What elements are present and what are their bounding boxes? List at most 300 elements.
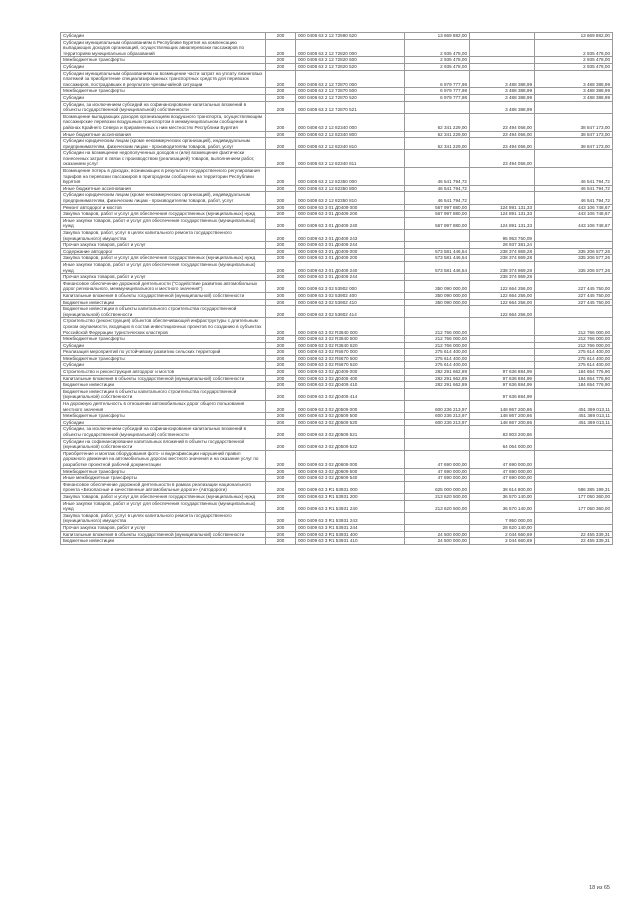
cell-name: Закупка товаров, работ и услуг для обеспечения государственных (муниципальных) нужд	[61, 255, 266, 262]
cell-name: Субсидии	[61, 63, 266, 70]
cell-remaining-amount: 3 488 388,99	[535, 88, 613, 95]
cell-name: Субсидии юридическим лицам (кроме некоммерческих организаций), индивидуальным предпринимателям, физическим лицам - производителям товаров, работ, услуг	[61, 138, 266, 150]
cell-remaining-amount	[535, 230, 613, 242]
cell-classification-code: 000 0409 63 3 01 Д0409 240	[296, 217, 405, 229]
cell-executed-amount: 122 664 256,00	[470, 306, 535, 318]
cell-classification-code: 000 0409 63 3 02 53902 000	[296, 280, 405, 292]
cell-remaining-amount: 38 847 173,00	[535, 138, 613, 150]
cell-name: Иные закупки товаров, работ и услуг для обеспечения государственных (муниципальных) нужд	[61, 500, 266, 512]
cell-name: Прочая закупка товаров, работ и услуг	[61, 242, 266, 249]
table-row	[61, 342, 613, 349]
cell-approved-amount: 212 766 000,00	[405, 318, 470, 336]
cell-line-code: 200	[266, 382, 296, 389]
cell-line-code: 200	[266, 63, 296, 70]
cell-classification-code: 000 0408 63 2 12 82350 000	[296, 168, 405, 186]
cell-executed-amount: 3 488 388,99	[470, 88, 535, 95]
cell-line-code: 200	[266, 70, 296, 88]
table-row	[61, 401, 613, 413]
table-row	[61, 261, 613, 273]
cell-classification-code: 000 0409 63 3 01 Д0409 200	[296, 255, 405, 262]
cell-remaining-amount: 2 935 478,00	[535, 57, 613, 64]
cell-name: Возмещение потерь в доходах, возникающих в результате государственного регулирования тарифов на перевозки пассажиров в пригородном сообщении на территории Республики Бурятия	[61, 168, 266, 186]
cell-classification-code: 000 0409 63 3 02 Д0409 400	[296, 375, 405, 382]
cell-executed-amount: 3 488 388,99	[470, 70, 535, 88]
table-row	[61, 63, 613, 70]
cell-remaining-amount	[535, 101, 613, 113]
table-row	[61, 150, 613, 168]
cell-approved-amount: 567 997 880,00	[405, 211, 470, 218]
cell-classification-code: 000 0409 63 3 02 53902 410	[296, 299, 405, 306]
cell-line-code: 200	[266, 33, 296, 40]
cell-name: Субсидии муниципальным образованиям в Республике Бурятия на компенсацию выпадающих доходов организаций, осуществляющих авиаперевозки пассажиров по территориям муниципальных образований	[61, 39, 266, 57]
table-row	[61, 388, 613, 400]
cell-remaining-amount: 22 455 339,31	[535, 538, 613, 545]
cell-line-code: 200	[266, 413, 296, 420]
cell-name: Капитальные вложения в объекты государственной (муниципальной) собственности	[61, 375, 266, 382]
budget-execution-table	[60, 32, 613, 545]
table-row	[61, 355, 613, 362]
cell-executed-amount: 238 374 869,28	[470, 274, 535, 281]
cell-approved-amount: 62 341 229,00	[405, 138, 470, 150]
cell-name: Прочая закупка товаров, работ и услуг	[61, 274, 266, 281]
cell-line-code: 200	[266, 204, 296, 211]
cell-approved-amount: 600 236 213,97	[405, 401, 470, 413]
cell-classification-code: 000 0409 63 3 02 R3840 500	[296, 336, 405, 343]
cell-remaining-amount: 275 614 400,00	[535, 362, 613, 369]
table-row	[61, 438, 613, 450]
cell-remaining-amount	[535, 388, 613, 400]
table-row	[61, 336, 613, 343]
table-row	[61, 362, 613, 369]
cell-executed-amount	[470, 349, 535, 356]
cell-classification-code: 000 0408 63 2 12 72870 521	[296, 101, 405, 113]
cell-approved-amount: 282 291 662,89	[405, 369, 470, 376]
cell-line-code: 200	[266, 481, 296, 493]
cell-line-code: 200	[266, 280, 296, 292]
cell-line-code: 200	[266, 230, 296, 242]
cell-approved-amount	[405, 426, 470, 438]
cell-executed-amount: 238 374 869,28	[470, 255, 535, 262]
cell-line-code: 200	[266, 211, 296, 218]
cell-executed-amount: 2 044 660,69	[470, 538, 535, 545]
cell-executed-amount: 238 374 869,28	[470, 248, 535, 255]
cell-classification-code: 000 0409 63 3 R1 53931 200	[296, 493, 405, 500]
cell-executed-amount: 3 488 388,99	[470, 101, 535, 113]
cell-remaining-amount: 3 488 388,99	[535, 70, 613, 88]
cell-remaining-amount: 335 206 577,26	[535, 261, 613, 273]
cell-name: Строительство и реконструкция автодорог и мостов	[61, 369, 266, 376]
cell-classification-code: 000 0409 63 3 02 53902 414	[296, 306, 405, 318]
table-row	[61, 299, 613, 306]
cell-approved-amount: 275 614 400,00	[405, 349, 470, 356]
cell-line-code: 200	[266, 306, 296, 318]
cell-executed-amount: 122 664 256,00	[470, 299, 535, 306]
cell-line-code: 200	[266, 388, 296, 400]
cell-line-code: 200	[266, 355, 296, 362]
table-row	[61, 450, 613, 468]
cell-classification-code: 000 0409 63 3 01 Д0409 200	[296, 211, 405, 218]
cell-executed-amount: 28 620 140,00	[470, 524, 535, 531]
table-row	[61, 230, 613, 242]
cell-remaining-amount: 13 669 882,00	[535, 33, 613, 40]
cell-name: Субсидии на софинансирование капитальных вложений в объекты государственной (муниципальной) собственности	[61, 438, 266, 450]
cell-classification-code: 000 0408 63 2 12 82340 000	[296, 113, 405, 131]
cell-line-code: 200	[266, 369, 296, 376]
cell-approved-amount	[405, 242, 470, 249]
cell-remaining-amount: 275 614 400,00	[535, 355, 613, 362]
cell-remaining-amount: 586 385 199,31	[535, 481, 613, 493]
cell-classification-code: 000 0408 63 2 12 82340 800	[296, 131, 405, 138]
cell-name: Субсидии	[61, 94, 266, 101]
cell-approved-amount: 573 581 446,54	[405, 248, 470, 255]
cell-classification-code: 000 0409 63 3 02 Д0509 521	[296, 426, 405, 438]
cell-remaining-amount: 443 106 748,67	[535, 204, 613, 211]
cell-line-code: 200	[266, 531, 296, 538]
cell-remaining-amount: 184 654 776,90	[535, 369, 613, 376]
cell-name: Иные закупки товаров, работ и услуг для обеспечения государственных (муниципальных) нужд	[61, 217, 266, 229]
cell-remaining-amount: 212 766 000,00	[535, 318, 613, 336]
cell-executed-amount: 23 494 056,00	[470, 138, 535, 150]
cell-classification-code: 000 0409 63 3 02 Д0409 410	[296, 382, 405, 389]
cell-classification-code: 000 0408 63 2 12 72820 520	[296, 63, 405, 70]
table-row	[61, 369, 613, 376]
cell-executed-amount: 124 891 131,33	[470, 204, 535, 211]
cell-classification-code: 000 0409 63 3 02 R5670 520	[296, 362, 405, 369]
cell-executed-amount: 238 374 869,28	[470, 261, 535, 273]
cell-approved-amount: 46 541 794,72	[405, 185, 470, 192]
table-row	[61, 255, 613, 262]
cell-executed-amount	[470, 342, 535, 349]
cell-line-code: 200	[266, 274, 296, 281]
cell-approved-amount: 213 620 500,00	[405, 493, 470, 500]
cell-remaining-amount: 443 106 748,67	[535, 211, 613, 218]
cell-remaining-amount: 451 369 013,11	[535, 419, 613, 426]
cell-approved-amount: 2 935 478,00	[405, 57, 470, 64]
cell-approved-amount: 62 341 229,00	[405, 131, 470, 138]
cell-executed-amount: 95 953 750,09	[470, 230, 535, 242]
cell-classification-code: 000 0408 63 2 12 72870 500	[296, 88, 405, 95]
cell-remaining-amount: 184 654 776,90	[535, 382, 613, 389]
cell-classification-code: 000 0409 63 3 01 Д0409 244	[296, 242, 405, 249]
table-row	[61, 192, 613, 204]
cell-executed-amount	[470, 362, 535, 369]
cell-executed-amount: 36 570 140,00	[470, 500, 535, 512]
table-row	[61, 512, 613, 524]
cell-approved-amount: 275 614 400,00	[405, 355, 470, 362]
cell-line-code: 200	[266, 131, 296, 138]
table-row	[61, 131, 613, 138]
table-row	[61, 138, 613, 150]
cell-approved-amount: 573 581 446,54	[405, 255, 470, 262]
cell-executed-amount: 47 690 000,00	[470, 450, 535, 468]
cell-name: Субсидии	[61, 33, 266, 40]
cell-classification-code: 000 0409 63 3 01 Д0409 000	[296, 248, 405, 255]
cell-executed-amount: 28 937 381,24	[470, 242, 535, 249]
cell-name: Ремонт автодорог и мостов	[61, 204, 266, 211]
cell-remaining-amount: 335 206 577,26	[535, 255, 613, 262]
cell-line-code: 200	[266, 493, 296, 500]
cell-remaining-amount: 227 445 750,00	[535, 280, 613, 292]
table-body	[61, 33, 613, 545]
cell-approved-amount: 47 690 000,00	[405, 450, 470, 468]
cell-executed-amount: 97 636 884,99	[470, 388, 535, 400]
cell-remaining-amount: 451 369 013,11	[535, 413, 613, 420]
cell-line-code: 200	[266, 57, 296, 64]
cell-approved-amount: 350 090 000,00	[405, 292, 470, 299]
cell-name: Субсидии	[61, 342, 266, 349]
cell-line-code: 200	[266, 450, 296, 468]
table-row	[61, 481, 613, 493]
cell-approved-amount: 24 500 000,00	[405, 531, 470, 538]
cell-name: Возмещение выпадающих доходов организациям воздушного транспорта, осуществляющим пассажирские перевозки воздушным транспортом в межмуниципальном сообщении в районах Крайнего Севера и приравненных к ним местностях Республики Бурятия	[61, 113, 266, 131]
cell-classification-code: 000 0408 63 2 12 72590 520	[296, 33, 405, 40]
cell-name: Субсидии	[61, 362, 266, 369]
cell-line-code: 200	[266, 512, 296, 524]
cell-line-code: 200	[266, 113, 296, 131]
cell-remaining-amount: 2 935 478,00	[535, 39, 613, 57]
cell-name: Субсидии, за исключением субсидий на софинансирование капитальных вложений в объекты государственной (муниципальной) собственности	[61, 426, 266, 438]
cell-classification-code: 000 0409 63 3 01 Д0409 240	[296, 261, 405, 273]
cell-approved-amount: 573 581 446,54	[405, 261, 470, 273]
cell-name: Межбюджетные трансферты	[61, 355, 266, 362]
cell-executed-amount: 97 636 884,99	[470, 369, 535, 376]
cell-approved-amount: 282 291 662,89	[405, 375, 470, 382]
cell-name: Закупка товаров, работ, услуг в целях капитального ремонта государственного (муниципального) имущества	[61, 230, 266, 242]
cell-executed-amount: 7 950 000,00	[470, 512, 535, 524]
cell-approved-amount: 600 236 213,97	[405, 419, 470, 426]
table-row	[61, 217, 613, 229]
cell-name: Субсидии муниципальным образованиям на возмещение части затрат на уплату лизинговых платежей за приобретение специализированных транспортных средств для перевозок пассажиров, пострадавших в результате чрезвычайной ситуации	[61, 70, 266, 88]
cell-approved-amount: 46 541 794,72	[405, 168, 470, 186]
cell-approved-amount: 567 997 880,00	[405, 217, 470, 229]
cell-classification-code: 000 0409 63 3 02 Д0409 000	[296, 369, 405, 376]
cell-executed-amount: 148 867 200,86	[470, 401, 535, 413]
cell-line-code: 200	[266, 101, 296, 113]
cell-executed-amount: 2 044 660,69	[470, 531, 535, 538]
cell-approved-amount	[405, 230, 470, 242]
cell-name: На дорожную деятельность в отношении автомобильных дорог общего пользования местного значения	[61, 401, 266, 413]
cell-classification-code: 000 0408 63 2 12 82350 810	[296, 192, 405, 204]
cell-line-code: 200	[266, 292, 296, 299]
cell-executed-amount: 47 690 000,00	[470, 475, 535, 482]
cell-approved-amount	[405, 512, 470, 524]
cell-approved-amount	[405, 274, 470, 281]
cell-executed-amount: 124 891 131,33	[470, 217, 535, 229]
cell-name: Закупка товаров, работ и услуг для обеспечения государственных (муниципальных) нужд	[61, 211, 266, 218]
table-row	[61, 419, 613, 426]
cell-approved-amount: 46 541 794,72	[405, 192, 470, 204]
cell-classification-code: 000 0409 63 3 02 Д0509 000	[296, 401, 405, 413]
cell-executed-amount	[470, 355, 535, 362]
cell-name: Субсидии	[61, 419, 266, 426]
cell-approved-amount: 567 997 880,00	[405, 204, 470, 211]
cell-line-code: 200	[266, 375, 296, 382]
table-row	[61, 101, 613, 113]
cell-name: Иные бюджетные ассигнования	[61, 185, 266, 192]
cell-line-code: 200	[266, 438, 296, 450]
table-row	[61, 204, 613, 211]
cell-name: Иные бюджетные ассигнования	[61, 131, 266, 138]
cell-executed-amount: 148 867 200,86	[470, 413, 535, 420]
cell-line-code: 200	[266, 349, 296, 356]
cell-executed-amount: 97 636 884,99	[470, 375, 535, 382]
cell-remaining-amount: 212 766 000,00	[535, 342, 613, 349]
cell-line-code: 200	[266, 342, 296, 349]
cell-name: Прочая закупка товаров, работ и услуг	[61, 524, 266, 531]
cell-name: Капитальные вложения в объекты государственной (муниципальной) собственности	[61, 531, 266, 538]
cell-approved-amount: 600 236 213,97	[405, 413, 470, 420]
cell-approved-amount: 282 291 662,89	[405, 382, 470, 389]
table-row	[61, 185, 613, 192]
cell-line-code: 200	[266, 362, 296, 369]
cell-approved-amount	[405, 388, 470, 400]
cell-remaining-amount	[535, 274, 613, 281]
cell-name: Содержание автодорог	[61, 248, 266, 255]
cell-line-code: 200	[266, 500, 296, 512]
cell-executed-amount: 83 803 200,86	[470, 426, 535, 438]
cell-remaining-amount: 227 445 750,00	[535, 292, 613, 299]
cell-remaining-amount	[535, 450, 613, 468]
cell-name: Бюджетные инвестиции в объекты капитального строительства государственной (муниципальной) собственности	[61, 388, 266, 400]
cell-remaining-amount	[535, 438, 613, 450]
table-row	[61, 94, 613, 101]
cell-line-code: 200	[266, 468, 296, 475]
cell-name: Бюджетные инвестиции	[61, 538, 266, 545]
cell-approved-amount	[405, 438, 470, 450]
table-row	[61, 70, 613, 88]
cell-line-code: 200	[266, 538, 296, 545]
cell-name: Субсидии, за исключением субсидий на софинансирование капитальных вложений в объекты государственной (муниципальной) собственности	[61, 101, 266, 113]
cell-classification-code: 000 0408 63 2 12 82340 811	[296, 150, 405, 168]
table-row	[61, 33, 613, 40]
cell-approved-amount: 6 979 777,98	[405, 70, 470, 88]
cell-classification-code: 000 0409 63 3 01 Д0409 000	[296, 204, 405, 211]
cell-classification-code: 000 0409 63 3 02 Д0509 520	[296, 419, 405, 426]
table-row	[61, 538, 613, 545]
cell-classification-code: 000 0409 63 3 01 Д0409 244	[296, 274, 405, 281]
table-row	[61, 211, 613, 218]
cell-approved-amount	[405, 101, 470, 113]
cell-name: Финансовое обеспечение дорожной деятельности ("Содействие развитию автомобильных дорог регионального, межмуниципального и местного значения")	[61, 280, 266, 292]
cell-remaining-amount: 22 455 339,31	[535, 531, 613, 538]
table-row	[61, 382, 613, 389]
cell-line-code: 200	[266, 168, 296, 186]
table-row	[61, 248, 613, 255]
cell-classification-code: 000 0408 63 2 12 72870 520	[296, 94, 405, 101]
cell-line-code: 200	[266, 94, 296, 101]
cell-line-code: 200	[266, 255, 296, 262]
cell-executed-amount: 97 636 884,99	[470, 382, 535, 389]
cell-classification-code: 000 0409 63 3 R1 53931 243	[296, 512, 405, 524]
table-row	[61, 57, 613, 64]
cell-line-code: 200	[266, 185, 296, 192]
cell-executed-amount: 148 867 200,86	[470, 419, 535, 426]
cell-classification-code: 000 0408 63 2 12 72820 000	[296, 39, 405, 57]
cell-line-code: 200	[266, 524, 296, 531]
table-row	[61, 318, 613, 336]
table-row	[61, 524, 613, 531]
table-row	[61, 306, 613, 318]
cell-remaining-amount: 46 541 794,72	[535, 185, 613, 192]
cell-line-code: 200	[266, 401, 296, 413]
table-row	[61, 413, 613, 420]
cell-name: Субсидии юридическим лицам (кроме некоммерческих организаций), индивидуальным предпринимателям, физическим лицам - производителям товаров, работ, услуг	[61, 192, 266, 204]
cell-classification-code: 000 0409 63 3 02 Д0609 540	[296, 475, 405, 482]
cell-classification-code: 000 0409 63 3 02 Д0609 000	[296, 450, 405, 468]
cell-remaining-amount: 212 766 000,00	[535, 336, 613, 343]
cell-remaining-amount: 443 106 748,67	[535, 217, 613, 229]
cell-executed-amount	[470, 57, 535, 64]
cell-approved-amount: 2 935 478,00	[405, 39, 470, 57]
budget-report-page	[60, 32, 612, 545]
cell-line-code: 200	[266, 138, 296, 150]
cell-remaining-amount	[535, 475, 613, 482]
table-row	[61, 531, 613, 538]
cell-name: Межбюджетные трансферты	[61, 57, 266, 64]
cell-executed-amount: 122 664 256,00	[470, 280, 535, 292]
table-row	[61, 242, 613, 249]
cell-remaining-amount: 3 488 388,99	[535, 94, 613, 101]
cell-classification-code: 000 0408 63 2 12 82340 810	[296, 138, 405, 150]
table-row	[61, 280, 613, 292]
cell-line-code: 200	[266, 475, 296, 482]
cell-approved-amount	[405, 524, 470, 531]
cell-line-code: 200	[266, 426, 296, 438]
cell-executed-amount: 124 891 131,33	[470, 211, 535, 218]
cell-classification-code: 000 0409 63 3 R1 53931 240	[296, 500, 405, 512]
cell-remaining-amount: 177 050 360,00	[535, 500, 613, 512]
cell-classification-code: 000 0409 63 3 02 R5670 000	[296, 349, 405, 356]
cell-executed-amount: 47 690 000,00	[470, 468, 535, 475]
cell-executed-amount: 122 664 256,00	[470, 292, 535, 299]
cell-classification-code: 000 0408 63 2 12 82350 800	[296, 185, 405, 192]
cell-remaining-amount: 335 206 577,26	[535, 248, 613, 255]
cell-approved-amount: 350 090 000,00	[405, 280, 470, 292]
cell-approved-amount: 62 341 229,00	[405, 113, 470, 131]
cell-line-code: 200	[266, 217, 296, 229]
cell-line-code: 200	[266, 39, 296, 57]
cell-name: Капитальные вложения в объекты государственной (муниципальной) собственности	[61, 292, 266, 299]
table-row	[61, 500, 613, 512]
cell-line-code: 200	[266, 318, 296, 336]
cell-remaining-amount: 38 847 173,00	[535, 113, 613, 131]
cell-name: Бюджетные инвестиции	[61, 382, 266, 389]
cell-classification-code: 000 0409 63 3 02 Д0509 500	[296, 413, 405, 420]
cell-remaining-amount: 227 445 750,00	[535, 299, 613, 306]
cell-approved-amount: 6 979 777,98	[405, 94, 470, 101]
table-row	[61, 426, 613, 438]
cell-classification-code: 000 0409 63 3 R1 53931 400	[296, 531, 405, 538]
cell-approved-amount: 212 766 000,00	[405, 342, 470, 349]
cell-name: Межбюджетные трансферты	[61, 413, 266, 420]
cell-classification-code: 000 0409 63 3 R1 53931 410	[296, 538, 405, 545]
cell-line-code: 200	[266, 299, 296, 306]
cell-line-code: 200	[266, 261, 296, 273]
cell-approved-amount: 6 979 777,98	[405, 88, 470, 95]
cell-remaining-amount	[535, 150, 613, 168]
cell-line-code: 200	[266, 336, 296, 343]
cell-name: Приобретение и монтаж оборудования фото- и видеофиксации нарушений правил дорожного движения на автомобильных дорогах местного значения и на оказание услуг по разработке проектной рабочей документации	[61, 450, 266, 468]
cell-approved-amount	[405, 150, 470, 168]
cell-remaining-amount: 38 847 173,00	[535, 131, 613, 138]
cell-name: Бюджетные инвестиции	[61, 299, 266, 306]
cell-name: Субсидии на возмещение недополученных доходов и (или) возмещение фактически понесенных затрат в связи с производством (реализацией) товаров, выполнением работ, оказанием услуг	[61, 150, 266, 168]
cell-executed-amount	[470, 168, 535, 186]
cell-line-code: 200	[266, 150, 296, 168]
cell-classification-code: 000 0409 63 3 02 Д0509 522	[296, 438, 405, 450]
table-row	[61, 468, 613, 475]
cell-remaining-amount	[535, 524, 613, 531]
